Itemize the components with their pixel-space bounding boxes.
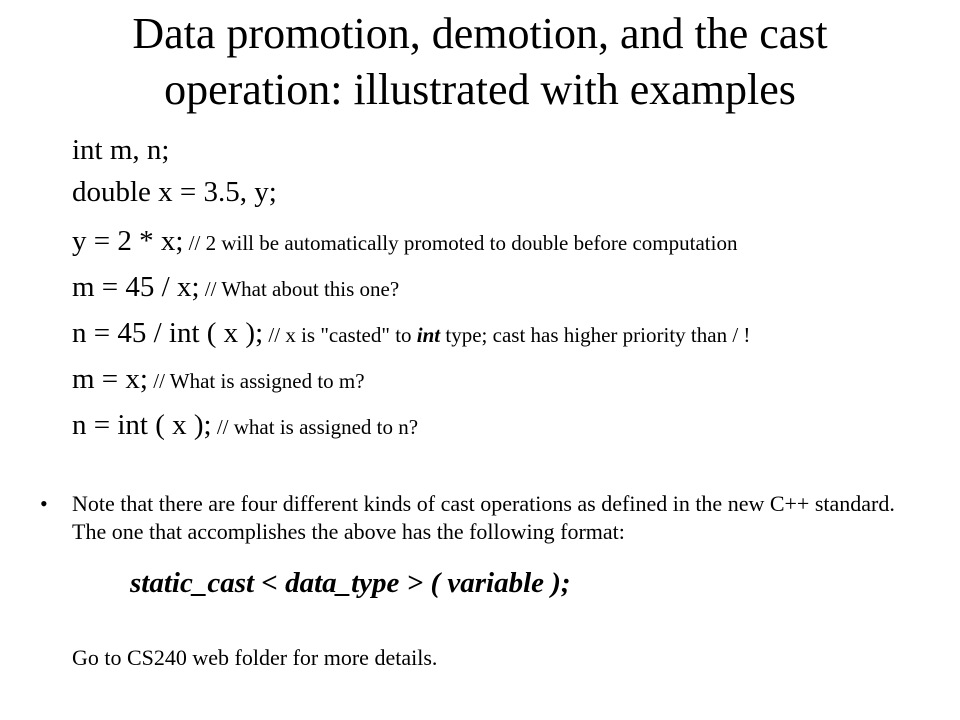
title-line-1: Data promotion, demotion, and the cast [132,9,828,58]
title-line-2: operation: illustrated with examples [164,65,796,114]
code-text: int m, n; [72,134,170,166]
code-comment: // what is assigned to n? [211,415,419,439]
code-line-3 [72,224,737,260]
code-line-2 [72,175,277,209]
code-line-5 [72,316,750,352]
code-comment: // What is assigned to m? [147,369,365,393]
bullet-text: Note that there are four different kinds of cast operations as defined in the new C++ standard. The one that accomplishes the above has the following format: [72,491,895,544]
code-text: m = 45 / x; [72,271,200,303]
details-note: Go to CS240 web folder for more details. [72,645,438,670]
code-text: double x = 3.5, y; [72,176,277,208]
code-line-1 [72,133,169,167]
code-text: y = 2 * x; [72,225,184,257]
code-comment: // 2 will be automatically promoted to double before computation [183,231,738,255]
bullet-icon: • [40,491,48,516]
code-text: n = 45 / int ( x ); [72,317,264,349]
code-comment-post: type; cast has higher priority than / ! [440,323,751,347]
code-comment-emphasis: int [416,323,441,347]
code-line-4 [72,270,399,306]
code-text: m = x; [72,363,148,395]
code-line-6 [72,362,365,398]
bullet-note [40,490,920,546]
code-comment-pre: // x is "casted" to [263,323,417,347]
code-line-7 [72,408,418,444]
code-comment: // What about this one? [199,277,400,301]
slide-title [0,6,960,118]
code-text: n = int ( x ); [72,409,212,441]
static-cast-format: static_cast < data_type > ( variable ); [130,567,571,599]
